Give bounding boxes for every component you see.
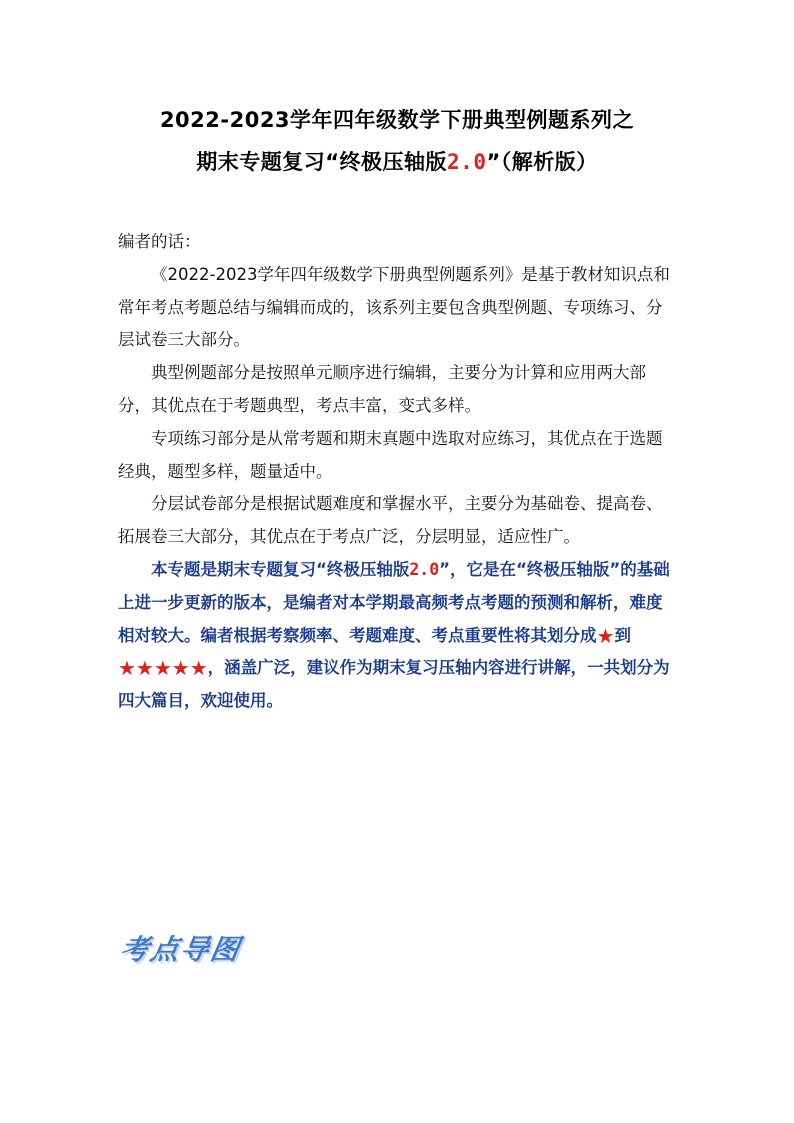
topic-version-number: 2.0 <box>409 559 440 579</box>
paragraph-topic-description <box>118 554 678 718</box>
paragraph-series-overview: 《2022-2023学年四年级数学下册典型例题系列》是基于教材知识点和常年考点考题总结与编辑而成的，该系列主要包含典型例题、专项练习、分层试卷三大部分。 <box>118 264 670 350</box>
title-version-number: 2.0 <box>447 150 487 174</box>
document-title-line-1: 2022-2023学年四年级数学下册典型例题系列之 <box>159 108 635 132</box>
title-line-2-prefix: 期末专题复习“终极压轴版 <box>196 150 448 174</box>
paragraph-layered-tests: 分层试卷部分是根据试题难度和掌握水平，主要分为基础卷、提高卷、拓展卷三大部分，其优点在于考点广泛，分层明显，适应性广。 <box>118 494 663 547</box>
topic-text-part-b: ”，它是在“终极压轴版”的基础上进一步更新的版本，是编者对本学期最高频考点考题的预测和解析，难度相对较大。编者根据考察频率、考题难度、考点重要性将其划分成 <box>118 559 670 645</box>
title-line-2-suffix: ”（解析版） <box>486 150 598 174</box>
editor-intro <box>118 226 678 718</box>
topic-text-to: 到 <box>614 625 631 645</box>
topic-text-part-a: 本专题是期末专题复习“终极压轴版 <box>151 559 410 579</box>
document-title-line-2 <box>60 146 734 176</box>
star-rating-max: ★★★★★ <box>118 656 208 681</box>
section-heading-knowledge-map: 考点导图 <box>117 933 244 966</box>
star-rating-min: ★ <box>596 623 615 648</box>
intro-label: 编者的话： <box>118 232 201 251</box>
paragraph-typical-examples: 典型例题部分是按照单元顺序进行编辑，主要分为计算和应用两大部分，其优点在于考题典型，考点丰富，变式多样。 <box>118 363 646 415</box>
paragraph-special-practice: 专项练习部分是从常考题和期末真题中选取对应练习，其优点在于选题经典，题型多样，题量适中。 <box>118 428 663 481</box>
topic-text-part-c: ，涵盖广泛，建议作为期末复习压轴内容进行讲解，一共划分为四大篇目，欢迎使用。 <box>118 658 670 711</box>
